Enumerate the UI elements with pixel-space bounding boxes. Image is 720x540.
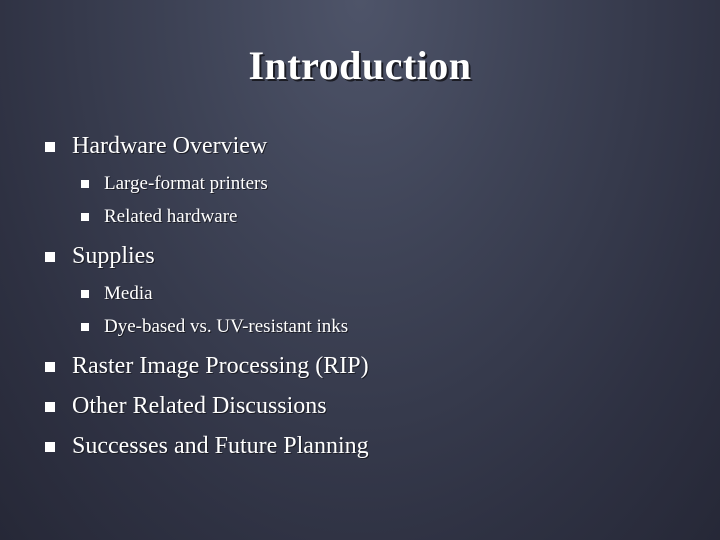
bullet-text: Other Related Discussions — [72, 393, 327, 419]
bullet-text: Successes and Future Planning — [72, 433, 369, 459]
sub-bullet-item-related-hardware — [104, 206, 237, 228]
bullet-item-supplies — [72, 243, 155, 270]
bullet-item-other-discussions — [72, 393, 327, 420]
sub-bullet-text: Large-format printers — [104, 173, 268, 194]
sub-bullet-text: Dye-based vs. UV-resistant inks — [104, 316, 349, 337]
sub-bullet-text: Related hardware — [104, 206, 238, 227]
slide-title: Introduction — [248, 43, 472, 88]
sub-bullet-item-inks — [104, 316, 348, 338]
bullet-text: Raster Image Processing (RIP) — [72, 353, 369, 379]
square-bullet-icon — [45, 252, 55, 262]
bullet-item-hardware-overview — [72, 133, 267, 160]
square-bullet-icon — [81, 323, 89, 331]
sub-bullet-item-media — [104, 283, 153, 305]
bullet-text: Supplies — [72, 243, 155, 269]
sub-bullet-item-large-format-printers — [104, 173, 268, 195]
square-bullet-icon — [81, 180, 89, 188]
square-bullet-icon — [45, 362, 55, 372]
square-bullet-icon — [81, 213, 89, 221]
square-bullet-icon — [45, 402, 55, 412]
square-bullet-icon — [45, 142, 55, 152]
square-bullet-icon — [81, 290, 89, 298]
bullet-item-successes-future-planning — [72, 433, 369, 460]
sub-bullet-text: Media — [104, 283, 153, 304]
square-bullet-icon — [45, 442, 55, 452]
bullet-text: Hardware Overview — [72, 133, 268, 159]
bullet-item-rip — [72, 353, 369, 380]
